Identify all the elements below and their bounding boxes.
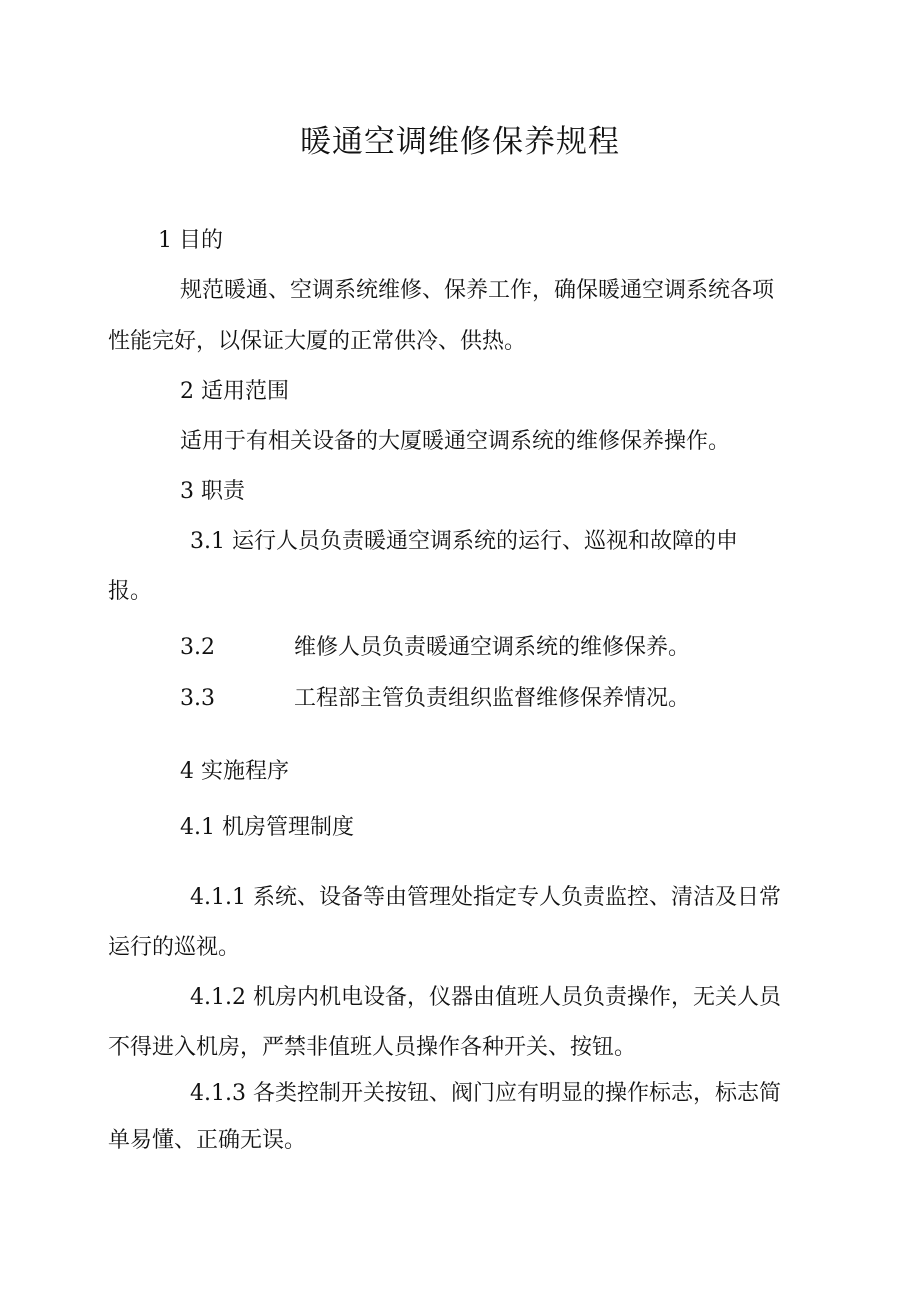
section-3-3-number: 3.3 <box>180 686 215 711</box>
section-3-2-number: 3.2 <box>180 635 215 660</box>
section-3-heading: 3 职责 <box>180 479 245 504</box>
section-4-1-3-line-2: 单易懂、正确无误。 <box>108 1128 307 1153</box>
section-4-1-1-line-2: 运行的巡视。 <box>108 935 241 960</box>
section-2-paragraph: 适用于有相关设备的大厦暖通空调系统的维修保养操作。 <box>180 429 731 454</box>
section-3-1-line-1: 3.1 运行人员负责暖通空调系统的运行、巡视和故障的申 <box>190 529 738 554</box>
section-1-paragraph-line-2: 性能完好，以保证大厦的正常供冷、供热。 <box>108 329 527 354</box>
section-3-2-text: 维修人员负责暖通空调系统的维修保养。 <box>294 635 691 660</box>
section-4-heading: 4 实施程序 <box>180 759 289 784</box>
section-4-1-heading: 4.1 机房管理制度 <box>180 815 354 840</box>
document-title: 暖通空调维修保养规程 <box>300 124 620 160</box>
section-4-1-2-line-1: 4.1.2 机房内机电设备，仪器由值班人员负责操作，无关人员 <box>190 985 781 1010</box>
section-4-1-1-line-1: 4.1.1 系统、设备等由管理处指定专人负责监控、清洁及日常 <box>190 885 781 910</box>
section-4-1-2-line-2: 不得进入机房，严禁非值班人员操作各种开关、按钮。 <box>108 1035 637 1060</box>
section-3-3-text: 工程部主管负责组织监督维修保养情况。 <box>294 686 691 711</box>
section-1-heading: 1 目的 <box>158 228 223 253</box>
section-1-paragraph-line-1: 规范暖通、空调系统维修、保养工作，确保暖通空调系统各项 <box>180 278 775 303</box>
section-4-1-3-line-1: 4.1.3 各类控制开关按钮、阀门应有明显的操作标志，标志简 <box>190 1081 781 1106</box>
section-3-1-line-2: 报。 <box>108 579 153 604</box>
section-2-heading: 2 适用范围 <box>180 379 289 404</box>
